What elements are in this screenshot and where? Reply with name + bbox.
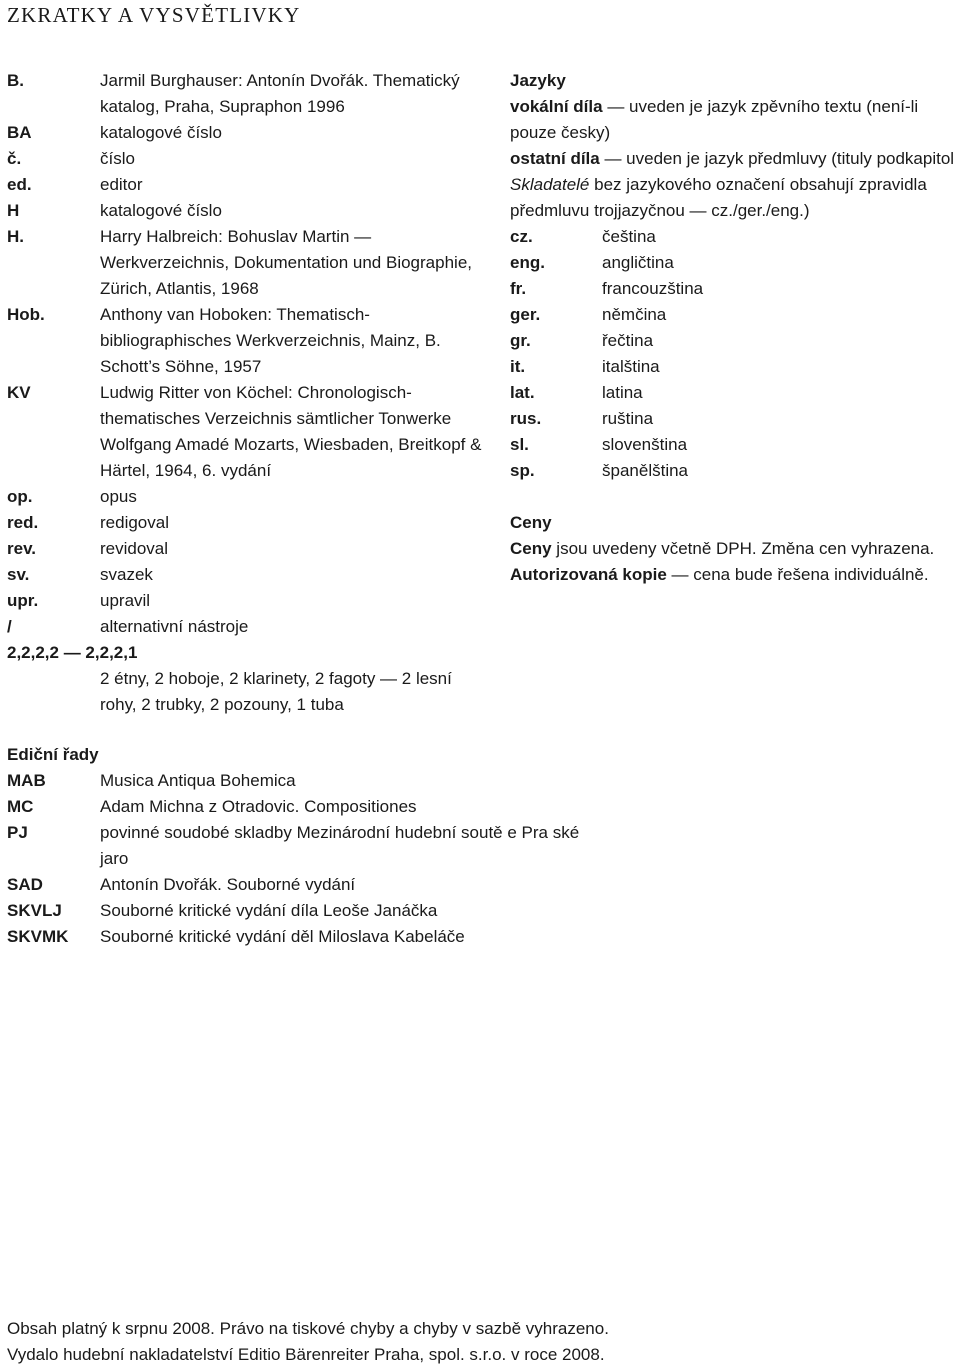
edition-entry-abbr: MC: [7, 797, 34, 816]
language-entry-abbr: gr.: [510, 331, 531, 350]
edition-entry-definition: Musica Antiqua Bohemica: [100, 771, 296, 790]
prices-heading: Ceny: [510, 513, 552, 532]
abbreviation-entry: [7, 614, 487, 640]
abbreviation-entry-abbr: B.: [7, 71, 24, 90]
abbreviation-entry-definition: editor: [100, 175, 143, 194]
abbreviation-entry: [7, 484, 487, 510]
abbreviation-entry-abbr: upr.: [7, 591, 39, 610]
abbreviation-entry-definition: číslo: [100, 149, 135, 168]
abbreviation-entry-abbr: sv.: [7, 565, 30, 584]
abbreviation-entry-abbr: rev.: [7, 539, 36, 558]
abbreviations-list: [7, 68, 487, 718]
abbreviation-entry-abbr: BA: [7, 123, 32, 142]
edition-entry-definition: Souborné kritické vydání děl Miloslava Kabeláče: [100, 927, 465, 946]
abbreviation-entry: [7, 380, 487, 484]
abbreviation-entry: [7, 68, 487, 120]
edition-entry-abbr: SAD: [7, 875, 43, 894]
abbreviation-entry: [7, 146, 487, 172]
languages-heading: Jazyky: [510, 71, 566, 90]
abbreviation-entry-definition: svazek: [100, 565, 153, 584]
edition-entry: [7, 768, 607, 794]
language-entry-abbr: sp.: [510, 461, 535, 480]
vocal-works-text: — uveden je jazyk zpěvního textu (není-li pouze česky): [510, 97, 919, 142]
editions-heading: Ediční řady: [7, 745, 99, 764]
vocal-works-note: [510, 94, 958, 146]
footer-line-2: Vydalo hudební nakladatelství Editio Bärenreiter Praha, spol. s.r.o. v roce 2008.: [7, 1345, 605, 1364]
abbreviation-entry-abbr: č.: [7, 149, 22, 168]
prices-line-2-text: — cena bude řešena individuálně.: [666, 565, 929, 584]
abbreviation-entry-abbr: H: [7, 201, 20, 220]
abbreviation-entry-definition: Harry Halbreich: Bohuslav Martin — Werkverzeichnis, Dokumentation und Biographie, Zürich, Atlantis, 1968: [100, 227, 472, 298]
abbreviation-entry: [7, 302, 487, 380]
other-works-note: [510, 146, 958, 224]
other-works-text2: bez jazykového označení obsahují zpravidla předmluvu trojjazyčnou — cz./ger./eng.): [510, 175, 927, 220]
language-entry-definition: angličtina: [602, 253, 674, 272]
abbreviation-entry-definition: revidoval: [100, 539, 169, 558]
abbreviation-entry-abbr: /: [7, 617, 12, 636]
edition-entry: [7, 898, 607, 924]
edition-entry-abbr: SKVMK: [7, 927, 69, 946]
edition-entry-abbr: MAB: [7, 771, 46, 790]
language-entry-definition: francouzština: [602, 279, 704, 298]
edition-entry: [7, 820, 607, 872]
instrumentation-code: 2,2,2,2 — 2,2,2,1: [7, 643, 138, 662]
edition-entry: [7, 872, 607, 898]
language-entry-abbr: lat.: [510, 383, 535, 402]
language-entry-definition: španělština: [602, 461, 689, 480]
abbreviation-entry-definition: upravil: [100, 591, 151, 610]
abbreviation-entry: [7, 510, 487, 536]
abbreviation-entry-definition: Jarmil Burghauser: Antonín Dvořák. Thematický katalog, Praha, Supraphon 1996: [100, 71, 460, 116]
footer-line-1: Obsah platný k srpnu 2008. Právo na tiskové chyby a chyby v sazbě vyhrazeno.: [7, 1319, 609, 1338]
language-entry: [510, 276, 958, 302]
languages-and-prices: [510, 68, 958, 588]
language-entry: [510, 354, 958, 380]
edition-entry-definition: Souborné kritické vydání díla Leoše Janáčka: [100, 901, 438, 920]
edition-entry-abbr: SKVLJ: [7, 901, 62, 920]
abbreviation-entry-abbr: ed.: [7, 175, 32, 194]
language-entry: [510, 328, 958, 354]
page-title: ZKRATKY A VYSVĚTLIVKY: [7, 3, 301, 27]
abbreviation-entry-abbr: red.: [7, 513, 39, 532]
language-entry-definition: slovenština: [602, 435, 688, 454]
other-works-italic: Skladatelé: [510, 175, 590, 194]
language-entry-abbr: eng.: [510, 253, 545, 272]
abbreviation-entry-definition: katalogové číslo: [100, 123, 222, 142]
language-entry: [510, 302, 958, 328]
abbreviation-entry: [7, 172, 487, 198]
abbreviation-entry: [7, 562, 487, 588]
language-entry-abbr: ger.: [510, 305, 541, 324]
abbreviation-entry-definition: Anthony van Hoboken: Thematisch-bibliographisches Werkverzeichnis, Mainz, B. Schott’s Söhne, 1957: [100, 305, 441, 376]
language-entry: [510, 458, 958, 484]
abbreviation-entry-abbr: H.: [7, 227, 24, 246]
prices-line-2-label: Autorizovaná kopie: [510, 565, 667, 584]
vocal-works-label: vokální díla: [510, 97, 603, 116]
prices-line-1: [510, 536, 958, 562]
abbreviation-entry: [7, 536, 487, 562]
prices-line-2: [510, 562, 958, 588]
instrumentation-definition: 2 étny, 2 hoboje, 2 klarinety, 2 fagoty — 2 lesní rohy, 2 trubky, 2 pozouny, 1 tuba: [100, 669, 452, 714]
language-entry-abbr: it.: [510, 357, 526, 376]
language-entry: [510, 224, 958, 250]
language-entry: [510, 250, 958, 276]
abbreviation-entry: [7, 198, 487, 224]
language-entry: [510, 432, 958, 458]
abbreviation-entry-definition: Ludwig Ritter von Köchel: Chronologisch-thematisches Verzeichnis sämtlicher Tonwerke Wolfgang Amadé Mozarts, Wiesbaden, Breitkopf & Härtel, 1964, 6. vydání: [100, 383, 482, 480]
abbreviation-entry-definition: katalogové číslo: [100, 201, 222, 220]
language-entry-abbr: sl.: [510, 435, 529, 454]
prices-line-1-label: Ceny: [510, 539, 552, 558]
language-entry-definition: němčina: [602, 305, 667, 324]
instrumentation-entry: [7, 666, 487, 718]
edition-entry-definition: Antonín Dvořák. Souborné vydání: [100, 875, 356, 894]
prices-line-1-text: jsou uvedeny včetně DPH. Změna cen vyhrazena.: [551, 539, 935, 558]
edition-series: [7, 742, 607, 950]
language-entry-abbr: fr.: [510, 279, 527, 298]
abbreviation-entry-definition: redigoval: [100, 513, 169, 532]
language-entry-abbr: cz.: [510, 227, 533, 246]
edition-entry: [7, 794, 607, 820]
language-entry-definition: italština: [602, 357, 660, 376]
language-entry: [510, 406, 958, 432]
abbreviation-entry: [7, 224, 487, 302]
footer: [7, 1316, 907, 1368]
other-works-text: — uveden je jazyk předmluvy (tituly podkapitol: [599, 149, 955, 168]
other-works-label: ostatní díla: [510, 149, 600, 168]
language-entry: [510, 380, 958, 406]
abbreviation-entry: [7, 120, 487, 146]
abbreviation-entry-abbr: op.: [7, 487, 33, 506]
edition-entry: [7, 924, 607, 950]
language-entry-definition: čeština: [602, 227, 656, 246]
language-entry-definition: řečtina: [602, 331, 654, 350]
abbreviation-entry-abbr: Hob.: [7, 305, 45, 324]
edition-entry-definition: Adam Michna z Otradovic. Compositiones: [100, 797, 417, 816]
edition-entry-abbr: PJ: [7, 823, 28, 842]
abbreviation-entry-abbr: KV: [7, 383, 31, 402]
language-entry-definition: ruština: [602, 409, 654, 428]
abbreviation-entry-definition: opus: [100, 487, 137, 506]
edition-entry-definition: povinné soudobé skladby Mezinárodní hudební soutě e Pra ské jaro: [100, 823, 580, 868]
abbreviation-entry: [7, 588, 487, 614]
language-entry-definition: latina: [602, 383, 643, 402]
abbreviation-entry-definition: alternativní nástroje: [100, 617, 249, 636]
language-entry-abbr: rus.: [510, 409, 542, 428]
